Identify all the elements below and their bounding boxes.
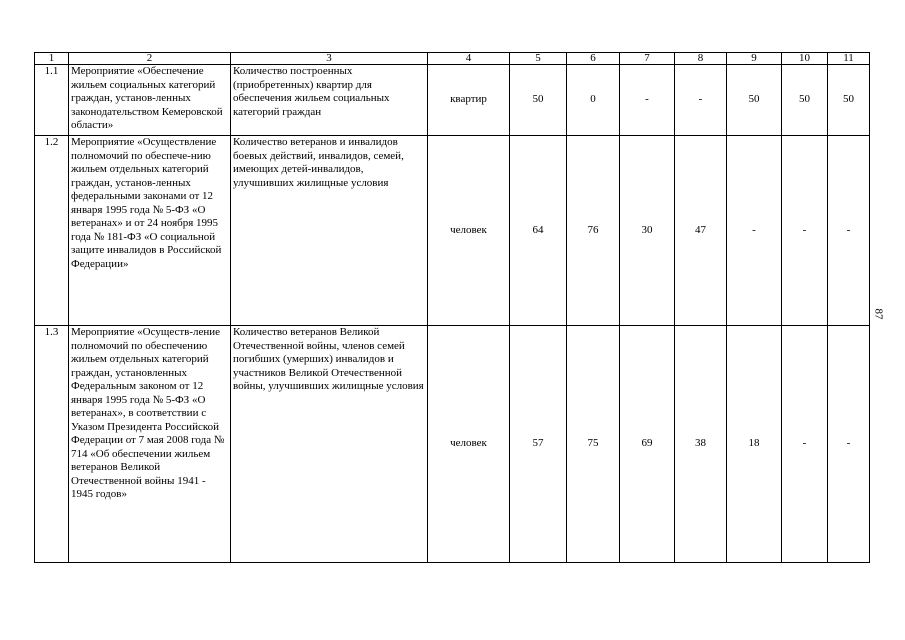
value-col-6: 76	[567, 136, 620, 326]
value-col-9: 50	[727, 65, 782, 136]
table-row	[35, 326, 870, 563]
value-col-6: 75	[567, 326, 620, 563]
value-col-7: 30	[620, 136, 675, 326]
value-col-5: 57	[510, 326, 567, 563]
value-col-7: 69	[620, 326, 675, 563]
column-number: 3	[231, 53, 428, 65]
event-description: Мероприятие «Осуществ-ление полномочий по обеспечению жильем отдельных категорий граждан, установленных Федеральным законом от 12 января 1995 года № 5-ФЗ «О ветеранах», в соответствии с Указом Президента Российской Федерации от 7 мая 2008 года № 714 «Об обеспечении жильем ветеранов Великой Отечественной войны 1941 - 1945 годов»	[69, 326, 231, 563]
program-indicators-table	[34, 52, 870, 563]
value-col-10: 50	[782, 65, 828, 136]
column-number: 7	[620, 53, 675, 65]
column-number-row	[35, 53, 870, 65]
event-description: Мероприятие «Осуществление полномочий по обеспече-нию жильем отдельных категорий граждан, установ-ленных федеральными законами от 12 января 1995 года № 5-ФЗ «О ветеранах» и от 24 ноября 1995 года № 181-ФЗ «О социальной защите инвалидов в Российской Федерации»	[69, 136, 231, 326]
row-number: 1.1	[35, 65, 69, 136]
indicator-description: Количество ветеранов и инвалидов боевых действий, инвалидов, семей, имеющих детей-инвалидов, улучшивших жилищные условия	[231, 136, 428, 326]
row-number: 1.3	[35, 326, 69, 563]
value-col-9: 18	[727, 326, 782, 563]
table-row	[35, 136, 870, 326]
unit-of-measure: человек	[428, 136, 510, 326]
page-number: 87	[872, 308, 885, 320]
column-number: 8	[675, 53, 727, 65]
column-number: 10	[782, 53, 828, 65]
value-col-5: 64	[510, 136, 567, 326]
value-col-6: 0	[567, 65, 620, 136]
indicator-description: Количество построенных (приобретенных) квартир для обеспечения жильем социальных категорий граждан	[231, 65, 428, 136]
column-number: 4	[428, 53, 510, 65]
column-number: 1	[35, 53, 69, 65]
column-number: 2	[69, 53, 231, 65]
unit-of-measure: квартир	[428, 65, 510, 136]
value-col-8: 38	[675, 326, 727, 563]
value-col-11: -	[828, 136, 870, 326]
unit-of-measure: человек	[428, 326, 510, 563]
value-col-9: -	[727, 136, 782, 326]
table-row	[35, 65, 870, 136]
column-number: 11	[828, 53, 870, 65]
indicator-description: Количество ветеранов Великой Отечественной войны, членов семей погибших (умерших) инвалидов и участников Великой Отечественной войны, улучшивших жилищные условия	[231, 326, 428, 563]
column-number: 9	[727, 53, 782, 65]
value-col-11: 50	[828, 65, 870, 136]
value-col-8: 47	[675, 136, 727, 326]
value-col-7: -	[620, 65, 675, 136]
value-col-10: -	[782, 136, 828, 326]
value-col-11: -	[828, 326, 870, 563]
column-number: 5	[510, 53, 567, 65]
value-col-5: 50	[510, 65, 567, 136]
value-col-10: -	[782, 326, 828, 563]
value-col-8: -	[675, 65, 727, 136]
event-description: Мероприятие «Обеспечение жильем социальных категорий граждан, установ-ленных законодательством Кемеровской области»	[69, 65, 231, 136]
row-number: 1.2	[35, 136, 69, 326]
column-number: 6	[567, 53, 620, 65]
